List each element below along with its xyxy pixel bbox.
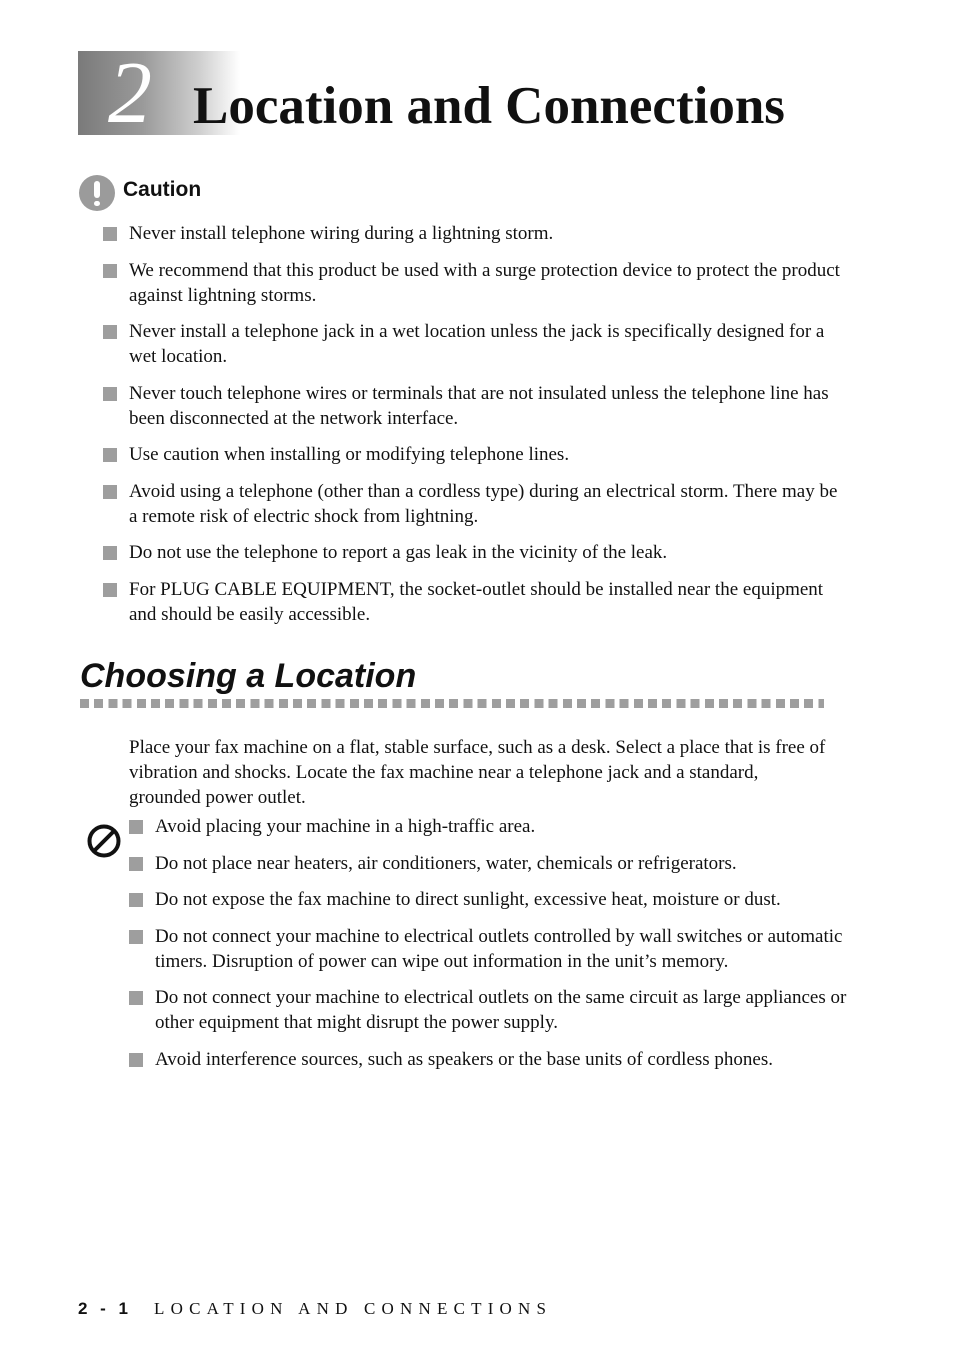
caution-item: Avoid using a telephone (other than a cordless type) during an electrical storm. There may be a remote risk of electric shock from lightning. [103,479,843,529]
caution-item: Use caution when installing or modifying telephone lines. [103,442,843,467]
section-intro: Place your fax machine on a flat, stable surface, such as a desk. Select a place that is free of vibration and shocks. Locate the fax machine near a telephone jack and a standard, grounded power outlet. [129,737,826,808]
caution-label: Caution [123,178,202,201]
section-divider [80,699,824,708]
caution-item: Never install a telephone jack in a wet location unless the jack is specifically designed for a wet location. [103,319,843,369]
footer-page-number: 2 - 1 [78,1299,133,1318]
location-item: Do not place near heaters, air conditioners, water, chemicals or refrigerators. [129,851,849,876]
location-item: Do not connect your machine to electrical outlets on the same circuit as large appliances or other equipment that might disrupt the power supply. [129,985,849,1035]
location-item: Do not expose the fax machine to direct sunlight, excessive heat, moisture or dust. [129,887,849,912]
caution-item: Never install telephone wiring during a lightning storm. [103,221,843,246]
section-heading: Choosing a Location [80,657,417,695]
location-item: Do not connect your machine to electrical outlets controlled by wall switches or automatic timers. Disruption of power can wipe out information in the unit’s memory. [129,924,849,974]
chapter-number: 2 [108,45,152,142]
exclamation-icon [79,175,115,211]
location-list [129,814,849,1083]
chapter-title: Location and Connections [193,77,785,135]
prohibited-icon [86,823,122,859]
location-item: Avoid placing your machine in a high-traffic area. [129,814,849,839]
page-footer [78,1297,552,1321]
caution-item: For PLUG CABLE EQUIPMENT, the socket-outlet should be installed near the equipment and should be easily accessible. [103,577,843,627]
footer-running-title: LOCATION AND CONNECTIONS [154,1299,553,1318]
caution-item: Never touch telephone wires or terminals that are not insulated unless the telephone line has been disconnected at the network interface. [103,381,843,431]
location-item: Avoid interference sources, such as speakers or the base units of cordless phones. [129,1047,849,1072]
caution-item: We recommend that this product be used with a surge protection device to protect the product against lightning storms. [103,258,843,308]
caution-list [103,221,843,638]
caution-item: Do not use the telephone to report a gas leak in the vicinity of the leak. [103,540,843,565]
